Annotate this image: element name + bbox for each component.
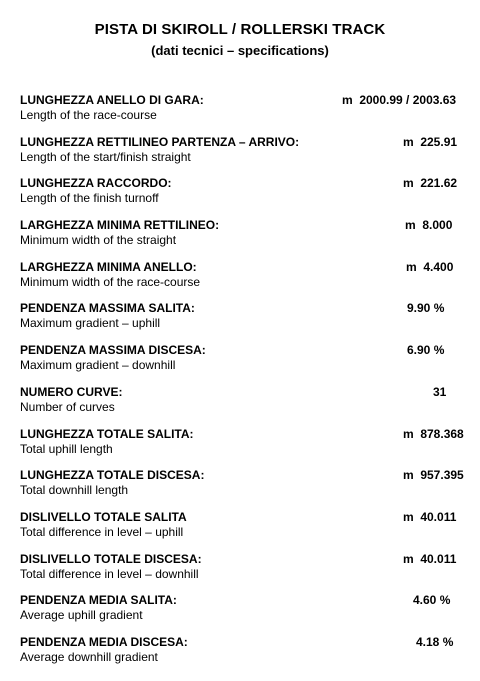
- spec-row-straight-length: [20, 135, 460, 177]
- spec-label-it: NUMERO CURVE:: [20, 384, 123, 399]
- spec-row-level-difference-uphill: [20, 510, 460, 552]
- spec-label-it: PENDENZA MEDIA SALITA:: [20, 593, 177, 608]
- spec-row-average-gradient-uphill: [20, 593, 460, 635]
- spec-label-en: Length of the start/finish straight: [20, 149, 191, 164]
- spec-label-it: LUNGHEZZA ANELLO DI GARA:: [20, 93, 204, 107]
- spec-label-en: Total downhill length: [20, 483, 129, 498]
- spec-label-it: LARGHEZZA MINIMA RETTILINEO:: [20, 218, 220, 233]
- spec-value: m 40.011: [403, 551, 457, 566]
- spec-label-en: Total difference in level – downhill: [20, 566, 199, 581]
- spec-list: [20, 93, 464, 677]
- spec-value: m 2000.99 / 2003.63: [342, 93, 457, 107]
- spec-label-en: Maximum gradient – uphill: [20, 316, 161, 331]
- spec-label-en: Total difference in level – uphill: [20, 524, 184, 539]
- document-title: PISTA DI SKIROLL / ROLLERSKI TRACK: [94, 21, 386, 38]
- spec-value: 4.18 %: [416, 634, 454, 649]
- spec-value: 6.90 %: [407, 343, 445, 358]
- spec-value: 4.60 %: [413, 593, 451, 608]
- document-header: [0, 20, 480, 59]
- spec-label-en: Maximum gradient – downhill: [20, 358, 176, 373]
- spec-label-it: LUNGHEZZA RETTILINEO PARTENZA – ARRIVO:: [20, 134, 300, 149]
- spec-label-en: Average downhill gradient: [20, 649, 158, 664]
- spec-value: m 40.011: [403, 509, 457, 524]
- spec-label-it: LARGHEZZA MINIMA ANELLO:: [20, 259, 197, 274]
- spec-label-en: Minimum width of the race-course: [20, 274, 201, 289]
- spec-row-max-gradient-uphill: [20, 301, 460, 343]
- spec-row-level-difference-downhill: [20, 552, 460, 594]
- spec-row-turnoff-length: [20, 176, 460, 218]
- spec-row-straight-min-width: [20, 218, 460, 260]
- spec-label-en: Length of the race-course: [20, 108, 157, 122]
- spec-label-en: Length of the finish turnoff: [20, 191, 159, 206]
- spec-label-it: PENDENZA MASSIMA DISCESA:: [20, 343, 206, 358]
- spec-label-en: Total uphill length: [20, 441, 113, 456]
- spec-row-course-min-width: [20, 260, 460, 302]
- spec-value: m 4.400: [406, 259, 454, 274]
- spec-value: 9.90 %: [407, 301, 445, 316]
- spec-row-number-of-curves: [20, 385, 460, 427]
- spec-row-average-gradient-downhill: [20, 635, 460, 677]
- spec-label-it: PENDENZA MASSIMA SALITA:: [20, 301, 195, 316]
- spec-value: m 225.91: [403, 134, 458, 149]
- spec-label-it: DISLIVELLO TOTALE DISCESA:: [20, 551, 202, 566]
- spec-row-total-downhill-length: [20, 468, 464, 510]
- spec-label-it: LUNGHEZZA TOTALE DISCESA:: [20, 468, 205, 483]
- spec-value: 31: [433, 384, 447, 399]
- spec-label-en: Minimum width of the straight: [20, 233, 177, 248]
- spec-value: m 8.000: [405, 218, 453, 233]
- spec-label-it: LUNGHEZZA RACCORDO:: [20, 176, 172, 191]
- spec-row-max-gradient-downhill: [20, 343, 460, 385]
- spec-row-total-uphill-length: [20, 426, 464, 469]
- spec-value: m 221.62: [403, 176, 458, 191]
- spec-label-it: LUNGHEZZA TOTALE SALITA:: [20, 426, 194, 441]
- spec-label-en: Average uphill gradient: [20, 608, 143, 623]
- spec-label-it: DISLIVELLO TOTALE SALITA: [20, 509, 187, 524]
- spec-value: m 957.395: [403, 468, 464, 483]
- spec-label-it: PENDENZA MEDIA DISCESA:: [20, 634, 188, 649]
- spec-value: m 878.368: [403, 426, 464, 441]
- spec-row-race-course-length: [20, 93, 460, 135]
- spec-label-en: Number of curves: [20, 399, 115, 414]
- document-subtitle: (dati tecnici – specifications): [151, 43, 329, 58]
